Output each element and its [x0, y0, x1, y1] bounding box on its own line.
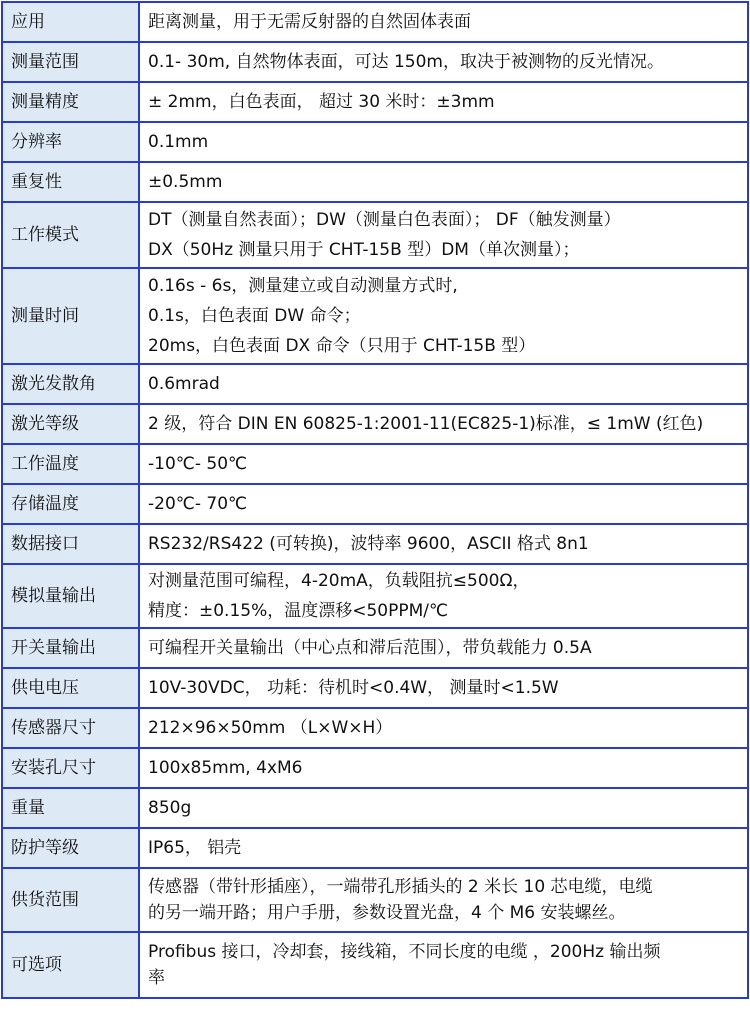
row-label: 激光等级	[2, 404, 139, 444]
value-line: 20ms，白色表面 DX 命令（只用于 CHT-15B 型）	[148, 336, 536, 356]
row-label: 工作模式	[2, 202, 139, 268]
table-row	[2, 364, 748, 404]
value-line: Profibus 接口，冷却套，接线箱，不同长度的电缆 ，200Hz 输出频	[148, 942, 661, 962]
row-value	[139, 524, 748, 564]
table-row	[2, 708, 748, 748]
row-value	[139, 484, 748, 524]
value-line: 0.1s，白色表面 DW 命令；	[148, 306, 361, 326]
table-row	[2, 42, 748, 82]
row-value	[139, 2, 748, 42]
value-line: 可编程开关量输出（中心点和滞后范围），带负载能力 0.5A	[148, 638, 592, 658]
row-value	[139, 628, 748, 668]
value-line: 10V-30VDC， 功耗：待机时<0.4W， 测量时<1.5W	[148, 678, 559, 698]
row-value	[139, 364, 748, 404]
row-label: 供电电压	[2, 668, 139, 708]
row-label: 供货范围	[2, 868, 139, 932]
value-line: 0.16s - 6s，测量建立或自动测量方式时,	[148, 276, 458, 296]
table-row	[2, 628, 748, 668]
row-label: 防护等级	[2, 828, 139, 868]
value-line: 0.1- 30m, 自然物体表面，可达 150m，取决于被测物的反光情况。	[148, 52, 664, 72]
value-line: -20℃- 70℃	[148, 494, 248, 514]
value-line: 0.6mrad	[148, 374, 220, 394]
table-row	[2, 564, 748, 628]
table-row	[2, 202, 748, 268]
row-value	[139, 404, 748, 444]
row-label: 测量精度	[2, 82, 139, 122]
value-line: 距离测量，用于无需反射器的自然固体表面	[148, 12, 471, 32]
row-label: 传感器尺寸	[2, 708, 139, 748]
row-value	[139, 564, 748, 628]
table-row	[2, 268, 748, 364]
row-label: 应用	[2, 2, 139, 42]
value-line: ±0.5mm	[148, 172, 223, 192]
table-row	[2, 668, 748, 708]
row-label: 安装孔尺寸	[2, 748, 139, 788]
value-line: 率	[148, 968, 165, 988]
row-label: 测量范围	[2, 42, 139, 82]
value-line: 212×96×50mm （L×W×H）	[148, 718, 393, 738]
table-row	[2, 868, 748, 932]
row-label: 开关量输出	[2, 628, 139, 668]
row-label: 测量时间	[2, 268, 139, 364]
value-line: IP65， 铝壳	[148, 838, 242, 858]
row-value	[139, 788, 748, 828]
row-value	[139, 202, 748, 268]
row-value	[139, 828, 748, 868]
row-label: 数据接口	[2, 524, 139, 564]
row-label: 重量	[2, 788, 139, 828]
row-value	[139, 122, 748, 162]
row-label: 存储温度	[2, 484, 139, 524]
value-line: 对测量范围可编程，4-20mA，负载阻抗≤500Ω，	[148, 571, 530, 591]
value-line: DX（50Hz 测量只用于 CHT-15B 型）DM（单次测量）；	[148, 240, 580, 260]
value-line: 850g	[148, 798, 192, 818]
row-label: 重复性	[2, 162, 139, 202]
row-label: 工作温度	[2, 444, 139, 484]
spec-table	[1, 1, 749, 999]
table-row	[2, 122, 748, 162]
row-value	[139, 932, 748, 998]
value-line: ± 2mm，白色表面， 超过 30 米时：±3mm	[148, 92, 495, 112]
table-row	[2, 404, 748, 444]
row-value	[139, 748, 748, 788]
value-line: 0.1mm	[148, 132, 209, 152]
row-value	[139, 162, 748, 202]
value-line: DT（测量自然表面）；DW（测量白色表面）； DF（触发测量）	[148, 210, 621, 230]
value-line: 100x85mm, 4xM6	[148, 758, 303, 778]
value-line: 精度：±0.15%，温度漂移<50PPM/℃	[148, 601, 449, 621]
table-row	[2, 82, 748, 122]
table-row	[2, 932, 748, 998]
row-value	[139, 444, 748, 484]
value-line: 的另一端开路；用户手册，参数设置光盘，4 个 M6 安装螺丝。	[148, 903, 626, 923]
table-row	[2, 2, 748, 42]
table-row	[2, 748, 748, 788]
table-row	[2, 484, 748, 524]
row-value	[139, 82, 748, 122]
table-row	[2, 828, 748, 868]
value-line: 传感器（带针形插座），一端带孔形插头的 2 米长 10 芯电缆，电缆	[148, 877, 653, 897]
row-value	[139, 668, 748, 708]
row-label: 可选项	[2, 932, 139, 998]
row-value	[139, 42, 748, 82]
table-row	[2, 162, 748, 202]
row-value	[139, 708, 748, 748]
table-row	[2, 444, 748, 484]
row-value	[139, 268, 748, 364]
row-value	[139, 868, 748, 932]
row-label: 分辨率	[2, 122, 139, 162]
table-row	[2, 788, 748, 828]
table-row	[2, 524, 748, 564]
value-line: -10℃- 50℃	[148, 454, 248, 474]
spec-table-body	[2, 2, 748, 998]
row-label: 模拟量输出	[2, 564, 139, 628]
value-line: RS232/RS422 (可转换)，波特率 9600，ASCII 格式 8n1	[148, 534, 589, 554]
value-line: 2 级，符合 DIN EN 60825-1:2001-11(EC825-1)标准，≤ 1mW (红色)	[148, 414, 704, 434]
row-label: 激光发散角	[2, 364, 139, 404]
